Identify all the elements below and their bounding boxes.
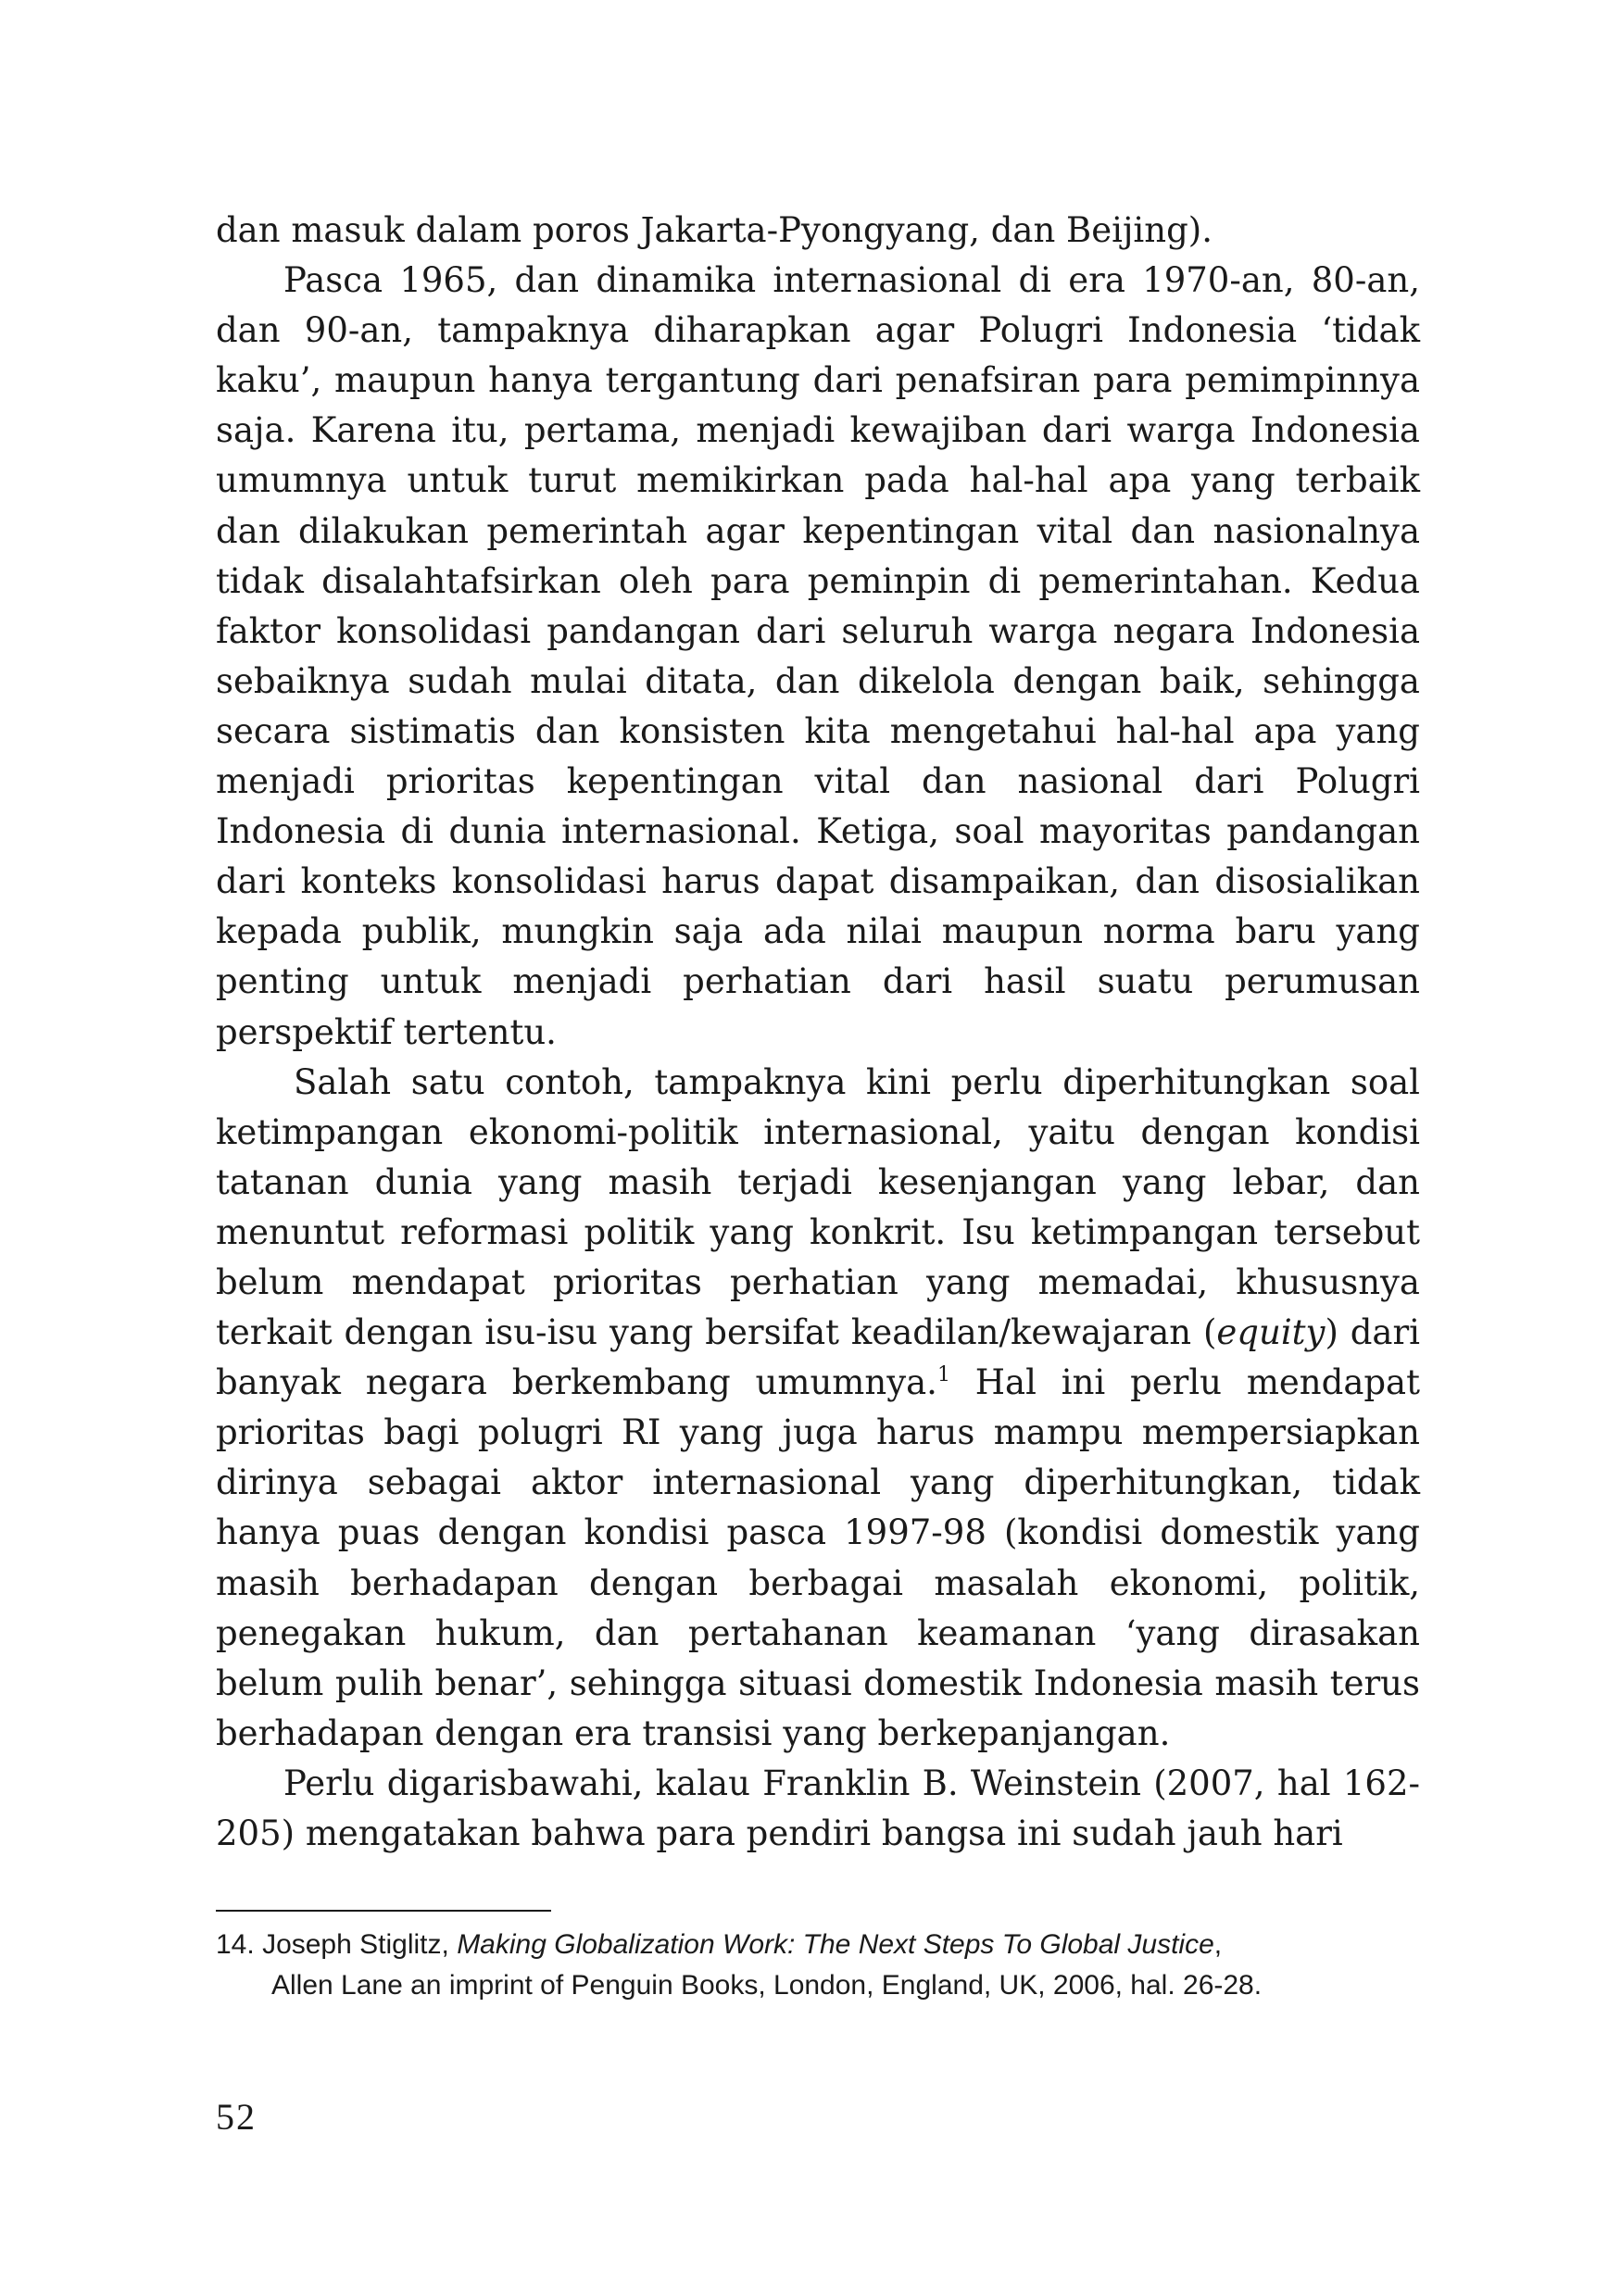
footnote-number: 14. bbox=[216, 1929, 255, 1960]
paragraph-3-text-b: ) dari banyak negara berkembang umumnya. bbox=[216, 1312, 1420, 1403]
footnote bbox=[216, 1925, 1420, 2006]
paragraph-3 bbox=[216, 1058, 1420, 1759]
paragraph-4: Perlu digarisbawahi, kalau Franklin B. Weinstein (2007, hal 162-205) mengatakan bahwa para pendiri bangsa ini sudah jauh hari bbox=[216, 1763, 1420, 1853]
footnote-divider bbox=[216, 1910, 551, 1912]
footnote-book-title: Making Globalization Work: The Next Steps To Global Justice bbox=[457, 1929, 1214, 1960]
paragraph-1: dan masuk dalam poros Jakarta-Pyongyang, dan Beijing). bbox=[216, 210, 1213, 250]
paragraph-3-text-c: Hal ini perlu mendapat prioritas bagi polugri RI yang juga harus mampu mempersiapkan dirinya sebagai aktor internasional yang diperhitungkan, tidak hanya puas dengan kondisi pasca 1997-98 (kondisi domestik yang masih berhadapan dengan berbagai masalah ekonomi, politik, penegakan hukum, dan pertahanan keamanan ‘yang dirasakan belum pulih benar’, sehingga situasi domestik Indonesia masih terus berhadapan dengan era transisi yang berkepanjangan. bbox=[216, 1362, 1420, 1753]
page-number: 52 bbox=[216, 2096, 257, 2138]
equity-term: equity bbox=[1216, 1312, 1326, 1353]
footnote-author: Joseph Stiglitz, bbox=[262, 1929, 449, 1960]
paragraph-3-text-a: Salah satu contoh, tampaknya kini perlu diperhitungkan soal ketimpangan ekonomi-politik internasional, yaitu dengan kondisi tatanan dunia yang masih terjadi kesenjangan yang lebar, dan menuntut reformasi politik yang konkrit. Isu ketimpangan tersebut belum mendapat prioritas perhatian yang memadai, khususnya terkait dengan isu-isu yang bersifat keadilan/kewajaran ( bbox=[216, 1061, 1420, 1353]
body-text bbox=[216, 206, 1420, 1859]
paragraph-2: Pasca 1965, dan dinamika internasional di era 1970-an, 80-an, dan 90-an, tampaknya diharapkan agar Polugri Indonesia ‘tidak kaku’, maupun hanya tergantung dari penafsiran para pemimpinnya saja. Karena itu, pertama, menjadi kewajiban dari warga Indonesia umumnya untuk turut memikirkan pada hal-hal apa yang terbaik dan dilakukan pemerintah agar kepentingan vital dan nasionalnya tidak disalahtafsirkan oleh para peminpin di pemerintahan. Kedua faktor konsolidasi pandangan dari seluruh warga negara Indonesia sebaiknya sudah mulai ditata, dan dikelola dengan baik, sehingga secara sistimatis dan konsisten kita mengetahui hal-hal apa yang menjadi prioritas kepentingan vital dan nasional dari Polugri Indonesia di dunia internasional. Ketiga, soal mayoritas pandangan dari konteks konsolidasi harus dapat disampaikan, dan disosialikan kepada publik, mungkin saja ada nilai maupun norma baru yang penting untuk menjadi perhatian dari hasil suatu perumusan perspektif tertentu. bbox=[216, 260, 1420, 1052]
footnote-title-comma: , bbox=[1213, 1929, 1223, 1960]
footnote-reference: 1 bbox=[936, 1363, 950, 1387]
footnote-publisher: Allen Lane an imprint of Penguin Books, London, England, UK, 2006, hal. 26-28. bbox=[271, 1970, 1263, 2001]
